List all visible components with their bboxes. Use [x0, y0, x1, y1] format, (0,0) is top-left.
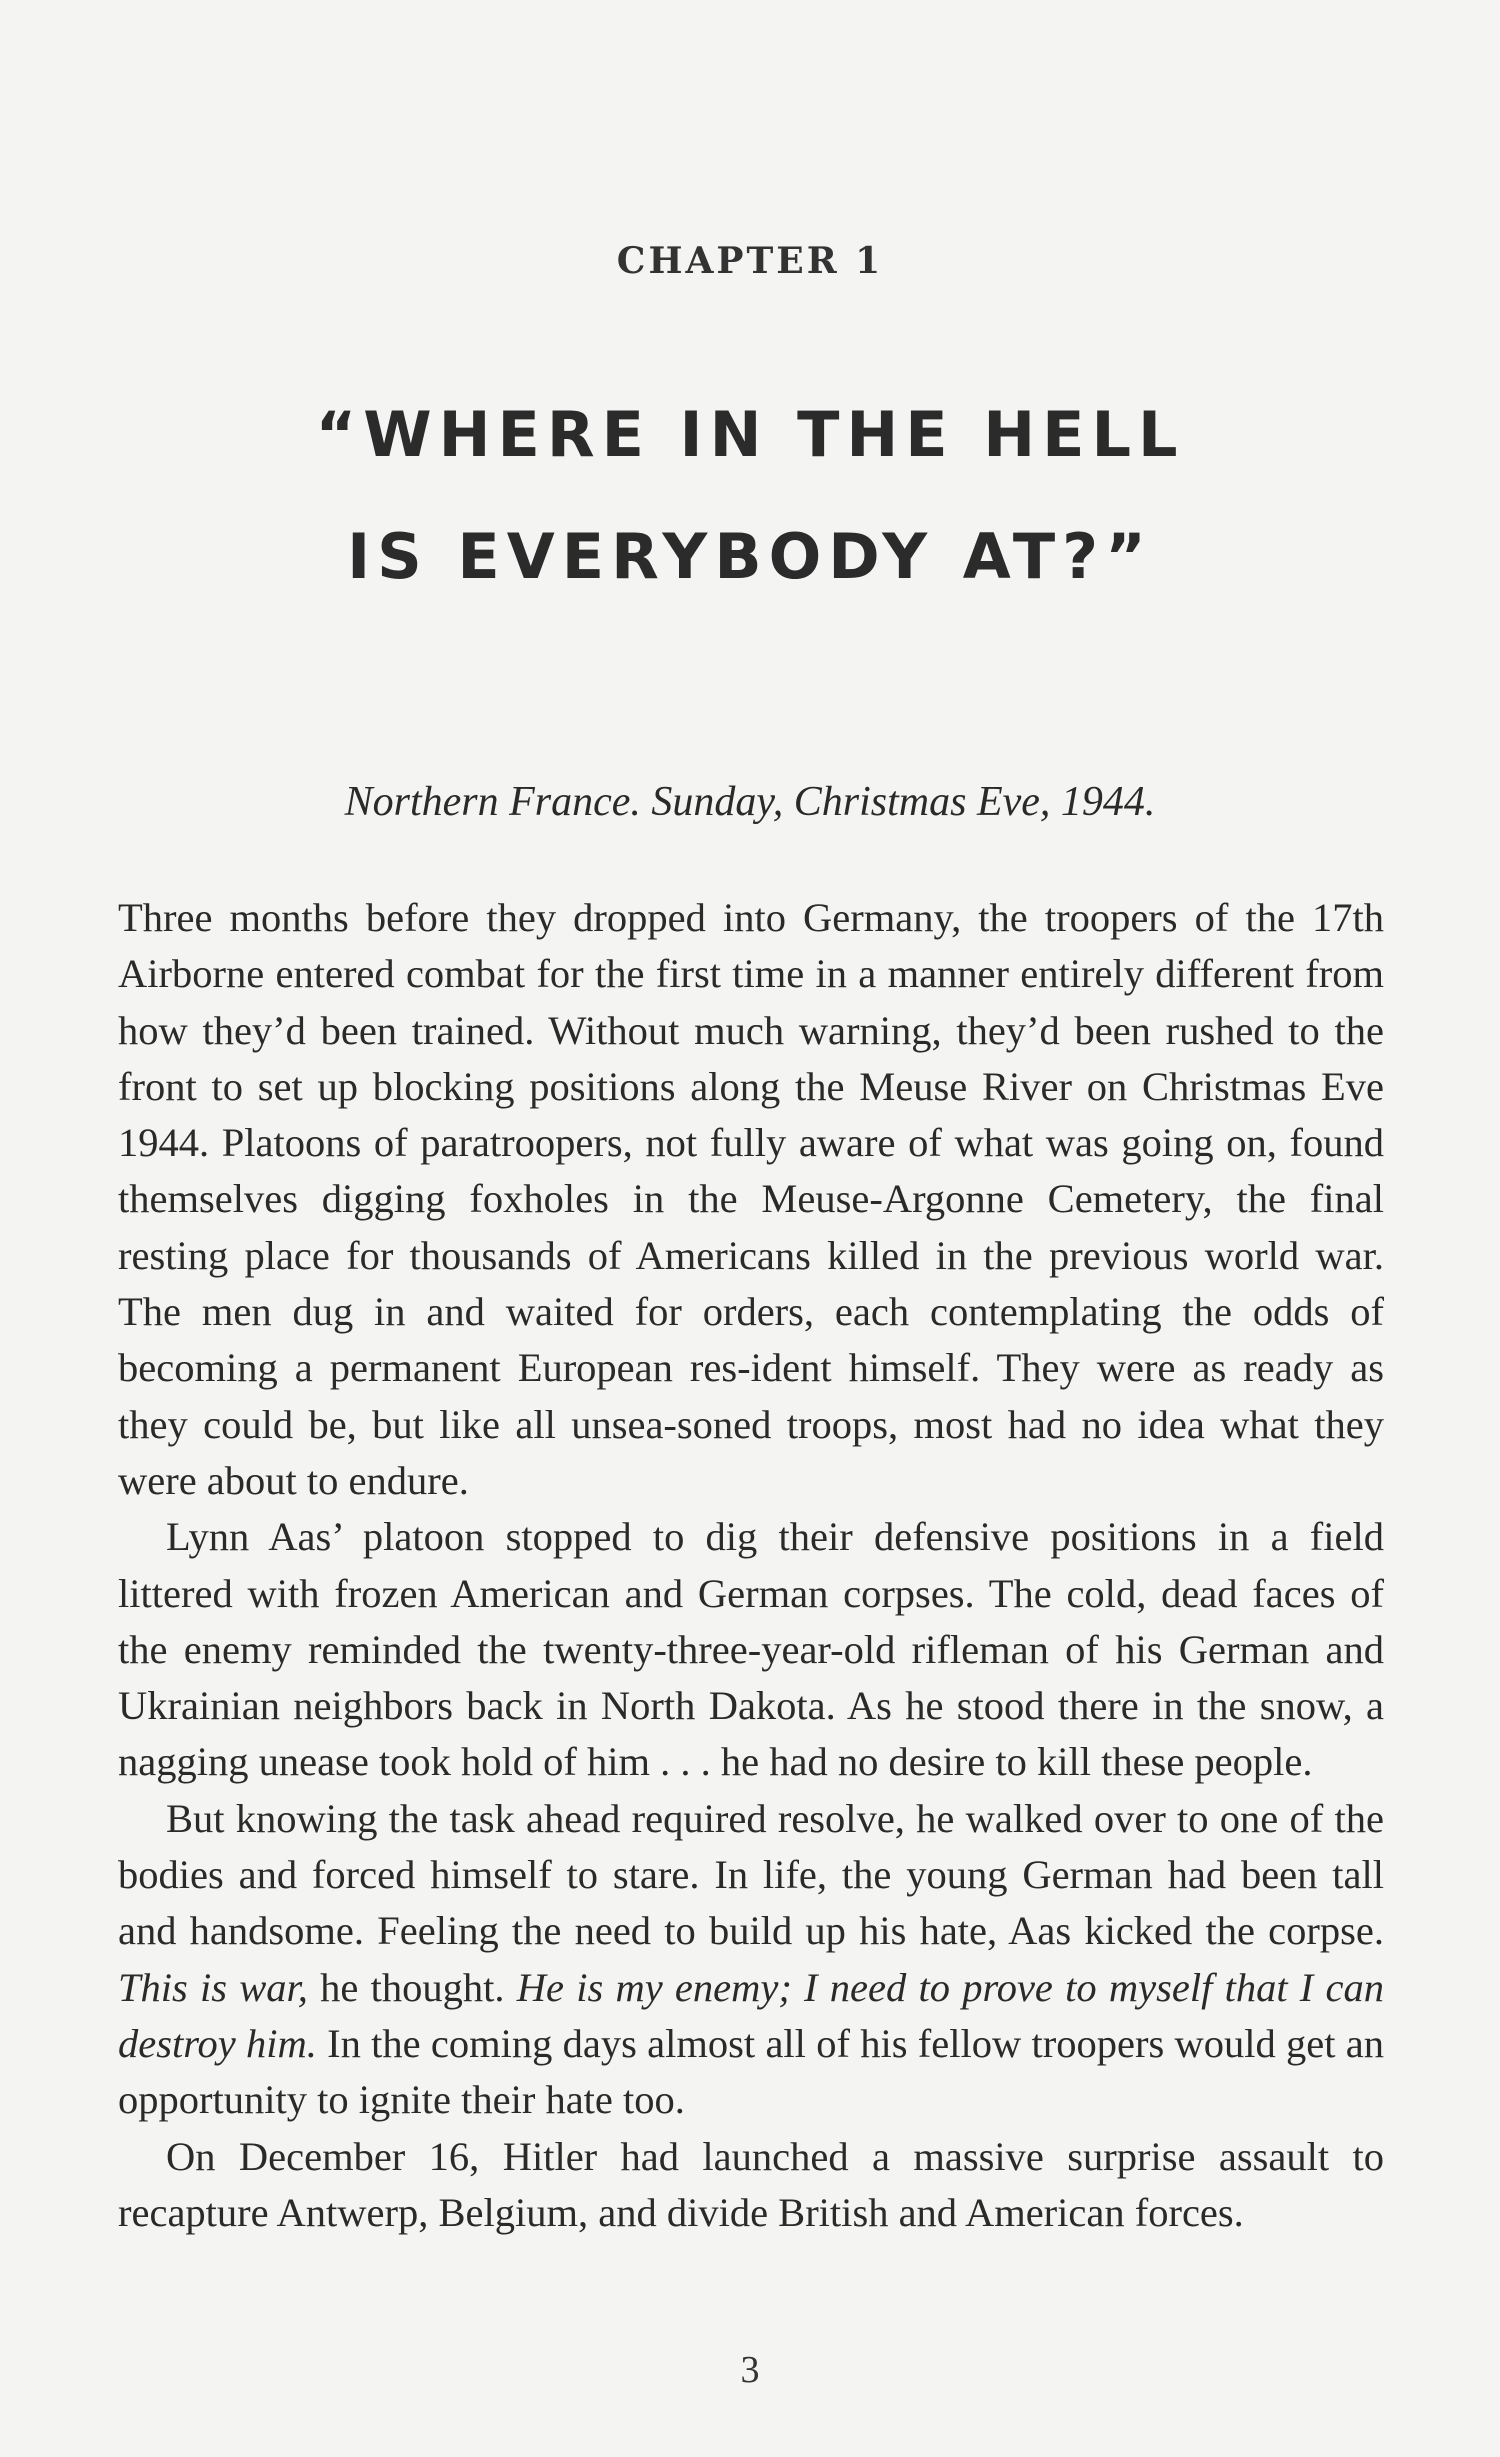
paragraph-2: Lynn Aas’ platoon stopped to dig their defensive positions in a field littered with frozen American and German corpses. The cold, dead faces of the enemy reminded the twenty-three-year-old rifleman of his German and Ukrainian neighbors back in North Dakota. As he stood there in the snow, a nagging unease took hold of him . . . he had no desire to kill these people.: [118, 1514, 1384, 1785]
dateline: Northern France. Sunday, Christmas Eve, 1944.: [344, 779, 1156, 825]
chapter-label: CHAPTER 1: [616, 240, 884, 282]
paragraph-4: On December 16, Hitler had launched a massive surprise assault to recapture Antwerp, Belgium, and divide British and American forces.: [118, 2133, 1384, 2235]
chapter-title-line-2: IS EVERYBODY AT?”: [347, 520, 1153, 593]
paragraph-3: [118, 1791, 1384, 2129]
paragraph-3-text-c: he thought.: [307, 1964, 517, 2010]
chapter-title-line-1: “WHERE IN THE HELL: [315, 398, 1185, 471]
page-number: 3: [740, 2349, 760, 2391]
paragraph-1: Three months before they dropped into Germany, the troopers of the 17th Airborne entered combat for the first time in a manner entirely different from how they’d been trained. Without much warning, they’d been rushed to the front to set up blocking positions along the Meuse River on Christmas Eve 1944. Platoons of paratroopers, not fully aware of what was going on, found themselves digging foxholes in the Meuse-Argonne Cemetery, the final resting place for thousands of Americans killed in the previous world war. The men dug in and waited for orders, each contemplating the odds of becoming a permanent European res-ident himself. They were as ready as they could be, but like all unsea-soned troops, most had no idea what they were about to endure.: [118, 895, 1384, 1503]
paragraph-3-italic-this-is-war: This is war,: [118, 1964, 308, 2010]
paragraph-3-text-a: But knowing the task ahead required resolve, he walked over to one of the bodies and forced himself to stare. In life, the young German had been tall and handsome. Feeling the need to build up his hate, Aas kicked the corpse.: [118, 1795, 1384, 1954]
paragraph-3-text-e: In the coming days almost all of his fellow troopers would get an opportunity to ignite their hate too.: [118, 2020, 1384, 2123]
body-text: [118, 890, 1384, 2241]
paragraph-3-italic-enemy-thought: He is my enemy; I need to prove to myself that I can destroy him.: [118, 1964, 1384, 2066]
